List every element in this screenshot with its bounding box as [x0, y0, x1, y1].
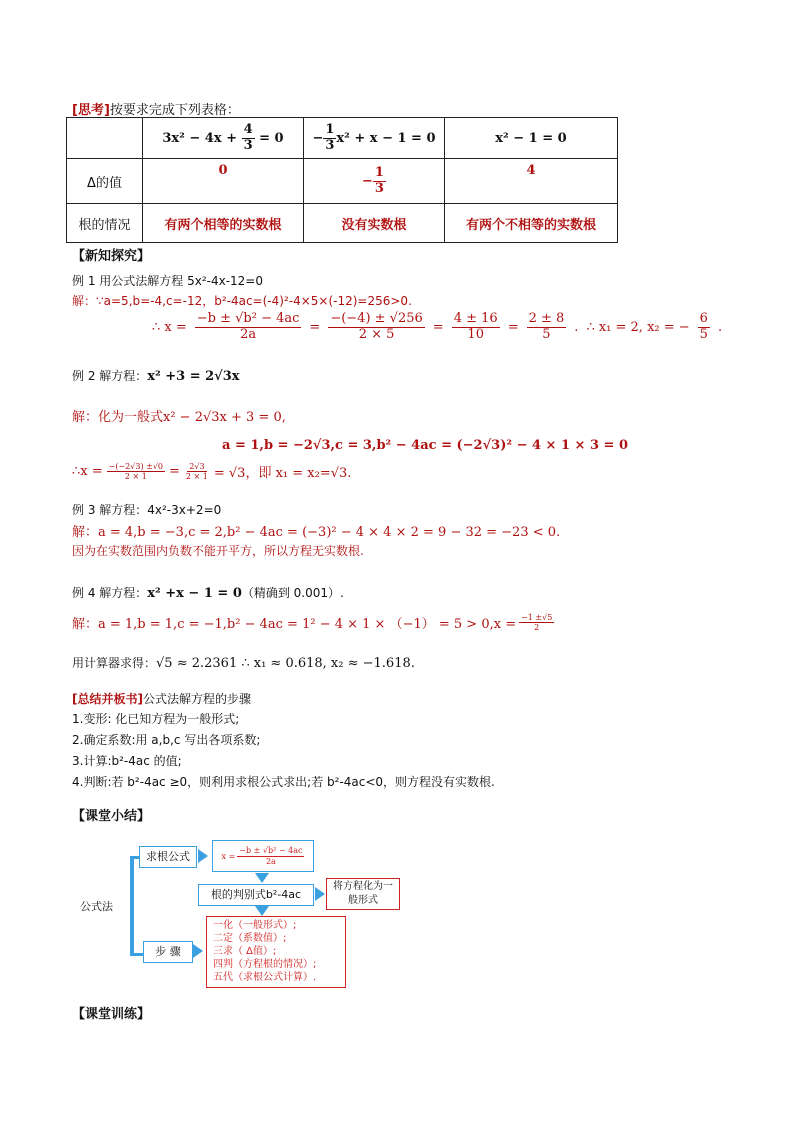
diagram-step-5: 五代（求根公式计算）. — [213, 972, 317, 983]
ex3-title: 例 3 解方程：4x²-3x+2=0 — [72, 503, 222, 517]
summary-step-2: 2.确定系数:用 a,b,c 写出各项系数; — [72, 733, 261, 747]
diagram-bracket-bottom — [130, 953, 144, 956]
eq3-header: x² − 1 = 0 — [445, 118, 618, 159]
row-label-roots: 根的情况 — [67, 204, 143, 243]
ex2-line2: a = 1,b = −2√3,c = 3,b² − 4ac = (−2√3)² − 4 × 1 × 3 = 0 — [222, 438, 628, 453]
ex1-title: 例 1 用公式法解方程 5x²-4x-12=0 — [72, 274, 263, 288]
side-note-box: 将方程化为一般形式 — [326, 878, 400, 910]
ex2-title: 例 2 解方程：x² +3 = 2√3x — [72, 369, 240, 384]
ex1-formula-line: ∴ x = $\frac{\text{−b ± √b² − 4ac}}{2a}$ = $\frac{-(-4) \pm √256}{2 \times 5}$ = $\frac{4 \pm 16}{10}$ = $\frac{2 \pm 8}{5}$ . ∴ x₁ = 2, x₂ = − $\frac{6}{5}$ . — [152, 311, 723, 342]
roots-2: 没有实数根 — [304, 204, 445, 243]
think-table — [66, 117, 618, 243]
delta-value-1: 0 — [143, 159, 304, 204]
roots-3: 有两个不相等的实数根 — [445, 204, 618, 243]
summary-heading: [总结并板书]公式法解方程的步骤 — [72, 692, 251, 706]
arrow-right-icon-3 — [193, 944, 203, 958]
roots-1: 有两个相等的实数根 — [143, 204, 304, 243]
ex2-line1: 解：化为一般式x² − 2√3x + 3 = 0, — [72, 410, 286, 425]
ex1-frac-3: $\frac{4 \pm 16}{10}$ — [453, 311, 498, 342]
class-training-heading: 【课堂训练】 — [72, 1007, 151, 1022]
steps-box — [206, 916, 346, 988]
diagram-root-label: 公式法 — [80, 900, 113, 913]
diagram-step-4: 四判（方程根的情况）; — [213, 959, 317, 970]
delta-value-2: − $\frac{1}{3}$ — [304, 159, 445, 204]
eq1-header: 3x² − 4x + $\frac{4}{3}$ = 0 — [143, 118, 304, 159]
diagram-step-3: 三求（ Δ值）; — [213, 946, 277, 957]
formula-box: x = $\frac{\text{−b ± √b² − 4ac}}{2a}$ — [212, 840, 314, 872]
steps-label-box: 步 骤 — [143, 941, 193, 963]
arrow-down-icon-2 — [255, 906, 269, 916]
ex1-frac-sub: $\frac{-(-4) \pm √256}{2 \times 5}$ — [330, 311, 423, 342]
ex1-line1: 解：∵a=5,b=-4,c=-12，b²-4ac=(-4)²-4×5×(-12)=256>0. — [72, 294, 412, 308]
ex3-line1: 解：a = 4,b = −3,c = 2,b² − 4ac = (−3)² − 4 × 4 × 2 = 9 − 32 = −23 < 0. — [72, 525, 561, 540]
delta-value-3: 4 — [445, 159, 618, 204]
discriminant-box: 根的判别式b²-4ac — [198, 884, 314, 906]
new-knowledge-heading: 【新知探究】 — [72, 249, 151, 264]
think-heading — [72, 99, 240, 118]
eq2-header: − $\frac{1}{3}$ x² + x − 1 = 0 — [304, 118, 445, 159]
ex3-line2: 因为在实数范围内负数不能开平方，所以方程无实数根. — [72, 544, 364, 558]
row-label-delta: Δ的值 — [67, 159, 143, 204]
ex4-title: 例 4 解方程：x² +x − 1 = 0（精确到 0.001）. — [72, 586, 344, 601]
diagram-step-2: 二定（系数值）; — [213, 933, 287, 944]
ex1-frac-4: $\frac{2 \pm 8}{5}$ — [528, 311, 565, 342]
ex4-line1: 解：a = 1,b = 1,c = −1,b² − 4ac = 1² − 4 × 1 × （−1） = 5 > 0,x = $\frac{-1 \pm√5}{2}$ — [72, 613, 553, 633]
diagram-bracket — [130, 856, 134, 956]
eq1-fraction: $\frac{4}{3}$ — [243, 121, 253, 153]
summary-step-4: 4.判断:若 b²-4ac ≥0，则利用求根公式求出;若 b²-4ac<0，则方程没有实数根. — [72, 775, 495, 789]
think-prompt: 按要求完成下列表格： — [109, 103, 240, 118]
arrow-right-icon-2 — [315, 887, 325, 901]
summary-step-3: 3.计算:b²-4ac 的值; — [72, 754, 182, 768]
arrow-right-icon — [198, 849, 208, 863]
arrow-down-icon — [255, 873, 269, 883]
table-corner — [67, 118, 143, 159]
class-summary-heading: 【课堂小结】 — [72, 809, 151, 824]
ex4-calc: 用计算器求得：√5 ≈ 2.2361 ∴ x₁ ≈ 0.618, x₂ ≈ −1.618. — [72, 656, 415, 671]
summary-step-1: 1.变形: 化已知方程为一般形式; — [72, 712, 240, 726]
diagram-step-1: 一化（一般形式）; — [213, 920, 297, 931]
ex2-frac-1: $\frac{-(-2√3) \pm√0}{2 \times 1}$ — [108, 462, 163, 482]
ex1-frac-result: $\frac{6}{5}$ — [699, 311, 708, 342]
formula-label-box: 求根公式 — [139, 846, 197, 868]
ex4-frac: $\frac{-1 \pm√5}{2}$ — [521, 613, 553, 633]
ex2-frac-2: $\frac{2√3}{2 \times 1}$ — [185, 462, 208, 482]
think-tag: [思考] — [72, 103, 110, 118]
ex2-line3: ∴x = $\frac{-(-2√3) \pm√0}{2 \times 1}$ = $\frac{2√3}{2 \times 1}$ = √3，即 x₁ = x₂=√3. — [72, 462, 352, 482]
eq2-fraction: $\frac{1}{3}$ — [325, 121, 335, 153]
ex1-frac-general: $\frac{\text{−b ± √b² − 4ac}}{2a}$ — [196, 311, 300, 342]
